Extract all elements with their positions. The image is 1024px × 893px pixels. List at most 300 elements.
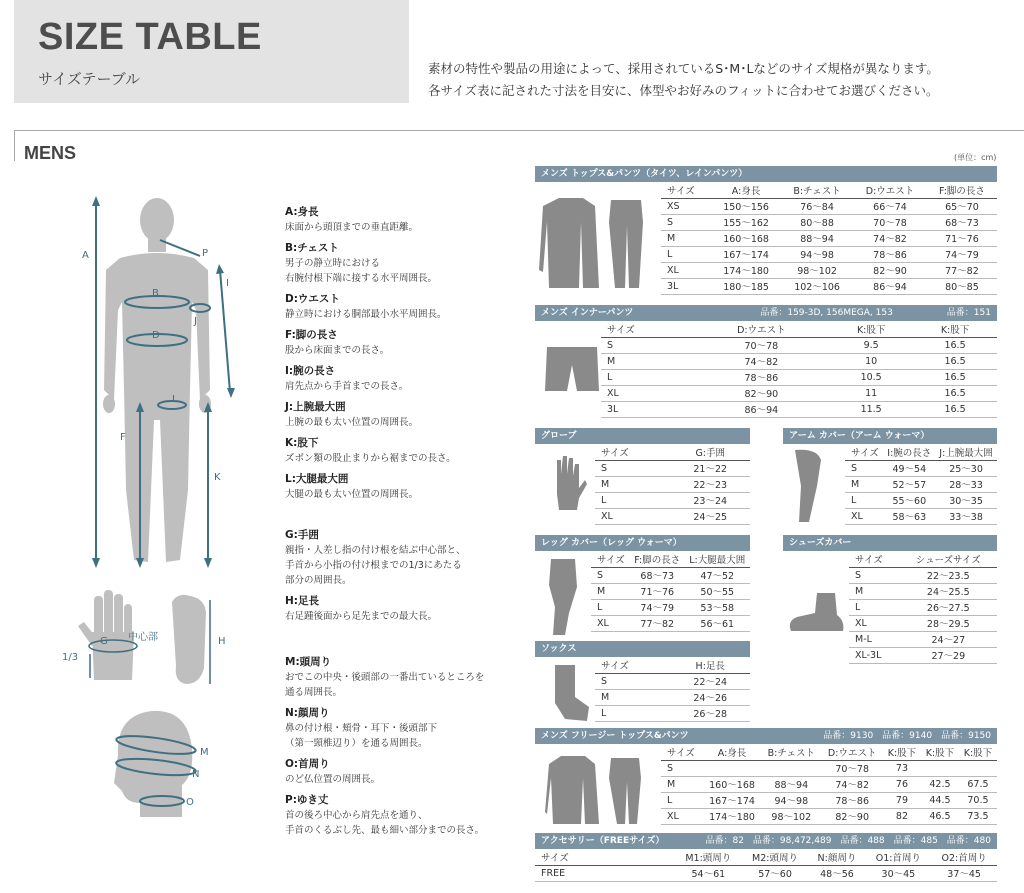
table-row — [595, 689, 750, 705]
table-cell: 48〜56 — [808, 865, 865, 881]
col-header: サイズ — [595, 657, 670, 673]
table-cell: 180〜185 — [711, 278, 781, 294]
desc-B — [285, 241, 535, 286]
table-cell: 3L — [661, 278, 711, 294]
table-cell: 30〜45 — [866, 865, 932, 881]
col-header: G:手囲 — [670, 444, 750, 460]
table-row — [845, 460, 997, 476]
title-box — [14, 0, 409, 103]
desc-line: 手首から小指の付け根までの1/3にあたる — [285, 560, 462, 571]
table-cell: L — [591, 599, 630, 615]
desc-F — [285, 328, 535, 358]
table-cell: 22〜23 — [670, 476, 750, 492]
table-cell: 24〜27 — [900, 631, 997, 647]
table-cell: S — [845, 460, 883, 476]
table-cell: XL — [849, 615, 900, 631]
table-cell: 28〜33 — [935, 476, 997, 492]
product-numbers: 品番：82 品番：98,472,489 品番：488 品番：485 品番：480 — [705, 836, 991, 846]
col-header: M2:頭周り — [742, 849, 809, 865]
table-glove-title — [535, 428, 750, 444]
table-cell: 76 — [883, 776, 921, 792]
label-G: G — [100, 636, 108, 647]
table-cell: 33〜38 — [935, 508, 997, 524]
table-header-row — [535, 849, 997, 865]
accessories-table — [535, 849, 997, 882]
table-cell: 68〜73 — [927, 214, 997, 230]
table-cell: 98〜102 — [761, 808, 821, 824]
table-cell: M — [591, 583, 630, 599]
table-cell: L — [845, 492, 883, 508]
table-cell: 9.5 — [829, 337, 913, 353]
table-row — [601, 401, 997, 417]
table-cell: 73.5 — [959, 808, 997, 824]
table-header-row — [849, 551, 997, 567]
desc-line: 親指・人差し指の付け根を結ぶ中心部と、 — [285, 545, 466, 556]
desc-head: I:腕の長さ — [285, 365, 336, 377]
table-cell: 80〜88 — [781, 214, 853, 230]
col-header: サイズ — [849, 551, 900, 567]
table-shoe — [783, 535, 997, 662]
table-row — [591, 567, 750, 583]
table-cell: 160〜168 — [711, 230, 781, 246]
table-cell: XL — [601, 385, 693, 401]
table-cell: M — [661, 230, 711, 246]
desc-head: B:チェスト — [285, 242, 339, 254]
head-figure — [100, 705, 230, 825]
desc-J — [285, 400, 535, 430]
desc-A — [285, 205, 535, 235]
label-third: 1/3 — [62, 652, 79, 663]
table-row — [595, 673, 750, 689]
table-row — [601, 385, 997, 401]
label-O: O — [186, 797, 194, 808]
table-cell: 11 — [829, 385, 913, 401]
col-header: J:上腕最大囲 — [935, 444, 997, 460]
desc-N — [285, 706, 535, 751]
table-cell: M — [661, 776, 703, 792]
table-cell: XL-3L — [849, 647, 900, 663]
table-title: レッグ カバー（レッグ ウォーマ） — [541, 538, 682, 548]
label-I: I — [226, 278, 229, 289]
table-socks-title — [535, 641, 750, 657]
table-cell: XL — [591, 615, 630, 631]
desc-line: 静立時における胴部最小水平周囲長。 — [285, 309, 447, 320]
table-cell: 74〜79 — [630, 599, 685, 615]
col-header: A:身長 — [711, 182, 781, 198]
table-cell: S — [591, 567, 630, 583]
table-cell: 37〜45 — [931, 865, 997, 881]
label-B: B — [152, 288, 159, 299]
table-cell: 167〜174 — [711, 246, 781, 262]
desc-head: J:上腕最大囲 — [285, 401, 346, 413]
body-figure — [60, 190, 260, 575]
table-cell: S — [595, 460, 670, 476]
table-cell: XL — [845, 508, 883, 524]
col-header: K:股下 — [913, 321, 997, 337]
desc-line: （第一頸椎辺り）を通る周囲長。 — [285, 738, 428, 749]
glove-table — [595, 444, 750, 525]
table-cell: 11.5 — [829, 401, 913, 417]
table-header-row — [661, 744, 997, 760]
desc-head: F:脚の長さ — [285, 329, 338, 341]
desc-D — [285, 292, 535, 322]
desc-head: L:大腿最大囲 — [285, 473, 349, 485]
col-header: D:ウエスト — [693, 321, 829, 337]
table-row — [595, 460, 750, 476]
table-cell: L — [661, 792, 703, 808]
col-header: O2:首周り — [931, 849, 997, 865]
desc-head: G:手囲 — [285, 529, 319, 541]
table-tops-title — [535, 166, 997, 182]
table-cell: 21〜22 — [670, 460, 750, 476]
table-cell: 16.5 — [913, 353, 997, 369]
desc-L — [285, 472, 535, 502]
table-cell: 78〜86 — [821, 792, 883, 808]
table-inner-title — [535, 305, 997, 321]
table-cell: 174〜180 — [703, 808, 761, 824]
table-cell: 94〜98 — [781, 246, 853, 262]
table-cell: 80〜85 — [927, 278, 997, 294]
col-header: サイズ — [535, 849, 675, 865]
table-cell: 27〜29 — [900, 647, 997, 663]
col-header: サイズ — [661, 182, 711, 198]
table-cell: 44.5 — [921, 792, 959, 808]
table-row — [661, 760, 997, 776]
table-row — [661, 214, 997, 230]
foot-silhouette — [172, 595, 206, 684]
table-cell: 23〜24 — [670, 492, 750, 508]
col-header: I:腕の長さ — [883, 444, 935, 460]
table-cell: 42.5 — [921, 776, 959, 792]
table-cell: 77〜82 — [927, 262, 997, 278]
table-header-row — [845, 444, 997, 460]
table-frizzy — [535, 728, 997, 823]
table-cell: 82〜90 — [853, 262, 927, 278]
table-cell: L — [601, 369, 693, 385]
table-inner — [535, 305, 997, 416]
desc-line: 部分の周囲長。 — [285, 575, 352, 586]
table-accessories-title — [535, 833, 997, 849]
table-cell: 150〜156 — [711, 198, 781, 214]
table-cell: 102〜106 — [781, 278, 853, 294]
page-subtitle: サイズテーブル — [38, 70, 141, 88]
table-row — [601, 337, 997, 353]
product-numbers: 品番：159-3D, 156MEGA, 153 品番：151 — [760, 308, 991, 318]
table-cell: M — [601, 353, 693, 369]
table-cell: 16.5 — [913, 369, 997, 385]
col-header: シューズサイズ — [900, 551, 997, 567]
table-cell: M — [845, 476, 883, 492]
table-cell: 88〜94 — [761, 776, 821, 792]
table-cell: 22〜24 — [670, 673, 750, 689]
table-cell: 79 — [883, 792, 921, 808]
table-cell: 82〜90 — [693, 385, 829, 401]
table-cell: 71〜76 — [927, 230, 997, 246]
desc-line: 鼻の付け根・頬骨・耳下・後頭部下 — [285, 723, 438, 734]
table-cell: 30〜35 — [935, 492, 997, 508]
label-N: N — [192, 769, 200, 780]
table-cell: 82〜90 — [821, 808, 883, 824]
desc-H — [285, 594, 535, 624]
table-cell: 74〜82 — [853, 230, 927, 246]
col-header: サイズ — [845, 444, 883, 460]
label-L: L — [172, 394, 178, 405]
table-glove — [535, 428, 750, 523]
col-header: B:チェスト — [761, 744, 821, 760]
col-header: K:股下 — [883, 744, 921, 760]
table-row — [849, 647, 997, 663]
table-cell: 10 — [829, 353, 913, 369]
table-frizzy-title — [535, 728, 997, 744]
table-cell: L — [595, 492, 670, 508]
table-cell: M — [595, 689, 670, 705]
arm-table — [845, 444, 997, 525]
table-cell: 24〜26 — [670, 689, 750, 705]
table-cell: 76〜84 — [781, 198, 853, 214]
table-cell: 160〜168 — [703, 776, 761, 792]
socks-table — [595, 657, 750, 722]
table-row — [591, 615, 750, 631]
table-row — [595, 492, 750, 508]
section-title: MENS — [24, 143, 77, 163]
col-header: D:ウエスト — [821, 744, 883, 760]
table-cell: 98〜102 — [781, 262, 853, 278]
table-row — [595, 705, 750, 721]
desc-head: P:ゆき丈 — [285, 794, 329, 806]
table-cell: 57〜60 — [742, 865, 809, 881]
table-shoe-title — [783, 535, 997, 551]
table-cell — [761, 760, 821, 776]
table-cell: L — [595, 705, 670, 721]
table-cell: M-L — [849, 631, 900, 647]
table-cell: 167〜174 — [703, 792, 761, 808]
label-H: H — [218, 636, 226, 647]
desc-line: 大腿の最も太い位置の周囲長。 — [285, 489, 419, 500]
table-row — [595, 508, 750, 524]
jacket-tights-illustration — [539, 192, 654, 292]
table-row — [845, 508, 997, 524]
table-cell — [703, 760, 761, 776]
label-D: D — [152, 330, 160, 341]
table-cell: 94〜98 — [761, 792, 821, 808]
arm-cover-illustration — [787, 446, 831, 526]
col-header: K:股下 — [921, 744, 959, 760]
frizzy-table — [661, 744, 997, 825]
table-row — [849, 615, 997, 631]
desc-G — [285, 528, 535, 588]
table-cell: 10.5 — [829, 369, 913, 385]
col-header: サイズ — [591, 551, 630, 567]
table-cell: 155〜162 — [711, 214, 781, 230]
desc-head: A:身長 — [285, 206, 319, 218]
table-cell: XL — [595, 508, 670, 524]
table-row — [595, 476, 750, 492]
intro-line-2: 各サイズ表に記された寸法を目安に、体型やお好みのフィットに合わせてお選びください。 — [428, 83, 939, 98]
col-header: A:身長 — [703, 744, 761, 760]
table-accessories — [535, 833, 997, 882]
table-leg-title — [535, 535, 750, 551]
table-cell: FREE — [535, 865, 675, 881]
table-cell: M — [849, 583, 900, 599]
inner-table — [601, 321, 997, 418]
table-header-row — [591, 551, 750, 567]
table-title: グローブ — [541, 431, 577, 441]
table-cell: 174〜180 — [711, 262, 781, 278]
table-header-row — [661, 182, 997, 198]
table-cell: 26〜27.5 — [900, 599, 997, 615]
table-header-row — [595, 444, 750, 460]
table-row — [849, 631, 997, 647]
shoe-table — [849, 551, 997, 664]
table-cell — [921, 760, 959, 776]
table-cell: 86〜94 — [853, 278, 927, 294]
table-title: ソックス — [541, 644, 577, 654]
table-cell: 78〜86 — [693, 369, 829, 385]
divider-tick — [14, 131, 15, 161]
table-row — [661, 230, 997, 246]
col-header: N:顔周り — [808, 849, 865, 865]
col-header: サイズ — [601, 321, 693, 337]
table-cell: 66〜74 — [853, 198, 927, 214]
desc-head: M:頭周り — [285, 656, 332, 668]
table-cell: 24〜25 — [670, 508, 750, 524]
table-row — [591, 599, 750, 615]
glove-illustration — [549, 454, 589, 510]
table-cell: 26〜28 — [670, 705, 750, 721]
body-silhouette — [103, 198, 211, 562]
desc-head: K:股下 — [285, 437, 319, 449]
table-arm-title — [783, 428, 997, 444]
table-cell: 86〜94 — [693, 401, 829, 417]
table-cell: 77〜82 — [630, 615, 685, 631]
col-header: H:足長 — [670, 657, 750, 673]
table-row — [849, 583, 997, 599]
desc-line: 男子の静立時における — [285, 258, 381, 269]
table-cell: S — [661, 214, 711, 230]
table-cell: 70〜78 — [853, 214, 927, 230]
table-cell: M — [595, 476, 670, 492]
col-header: D:ウエスト — [853, 182, 927, 198]
table-title: シューズカバー — [789, 538, 852, 548]
table-cell: 25〜30 — [935, 460, 997, 476]
tops-table — [661, 182, 997, 295]
table-cell: 88〜94 — [781, 230, 853, 246]
label-A: A — [82, 250, 89, 261]
desc-line: のど仏位置の周囲長。 — [285, 774, 381, 785]
desc-line: 首の後ろ中心から肩先点を通り、 — [285, 810, 428, 821]
desc-head: D:ウエスト — [285, 293, 340, 305]
table-cell: 47〜52 — [685, 567, 750, 583]
hand-silhouette — [78, 590, 134, 680]
table-cell: 3L — [601, 401, 693, 417]
table-cell: 74〜82 — [821, 776, 883, 792]
col-header: F:脚の長さ — [927, 182, 997, 198]
table-cell — [959, 760, 997, 776]
label-center: 中心部 — [128, 632, 158, 643]
desc-O — [285, 757, 535, 787]
table-cell: 54〜61 — [675, 865, 742, 881]
table-row — [601, 353, 997, 369]
table-header-row — [595, 657, 750, 673]
page-title: SIZE TABLE — [38, 16, 262, 58]
col-header: K:股下 — [829, 321, 913, 337]
table-cell: XL — [661, 808, 703, 824]
table-cell: XL — [661, 262, 711, 278]
table-cell: L — [661, 246, 711, 262]
table-leg — [535, 535, 750, 630]
desc-line: 右足踵後面から足先までの最大長。 — [285, 611, 438, 622]
table-row — [661, 198, 997, 214]
desc-line: 上腕の最も太い位置の周囲長。 — [285, 417, 419, 428]
col-header: O1:首周り — [866, 849, 932, 865]
table-title: メンズ トップス&パンツ（タイツ、レインパンツ） — [541, 169, 748, 179]
table-cell: 46.5 — [921, 808, 959, 824]
desc-line: 通る周囲長。 — [285, 687, 343, 698]
col-header: サイズ — [661, 744, 703, 760]
table-title: アクセサリー（FREEサイズ） — [541, 836, 665, 846]
product-numbers: 品番：9130 品番：9140 品番：9150 — [823, 731, 991, 741]
table-title: メンズ フリージー トップス&パンツ — [541, 731, 689, 741]
desc-line: 股から床面までの長さ。 — [285, 345, 390, 356]
table-header-row — [601, 321, 997, 337]
shoe-cover-illustration — [787, 591, 847, 635]
table-cell: 53〜58 — [685, 599, 750, 615]
table-cell: 55〜60 — [883, 492, 935, 508]
intro-line-1: 素材の特性や製品の用途によって、採用されているS･M･Lなどのサイズ規格が異なります。 — [428, 61, 939, 76]
table-cell: 24〜25.5 — [900, 583, 997, 599]
table-row — [661, 792, 997, 808]
table-cell: L — [849, 599, 900, 615]
table-cell: S — [601, 337, 693, 353]
table-cell: 16.5 — [913, 401, 997, 417]
table-cell: 22〜23.5 — [900, 567, 997, 583]
desc-M — [285, 655, 535, 700]
label-F: F — [120, 432, 126, 443]
divider — [14, 130, 1024, 131]
col-header: M1:頭周り — [675, 849, 742, 865]
desc-line: おでこの中央・後頭部の一番出ているところを — [285, 672, 485, 683]
table-cell: 52〜57 — [883, 476, 935, 492]
table-cell: XS — [661, 198, 711, 214]
table-cell: 50〜55 — [685, 583, 750, 599]
table-row — [661, 776, 997, 792]
desc-line: 右腕付根下端に接する水平周囲長。 — [285, 273, 438, 284]
label-M: M — [200, 747, 209, 758]
table-cell: S — [595, 673, 670, 689]
table-title: アーム カバー（アーム ウォーマ） — [789, 431, 930, 441]
table-row — [849, 567, 997, 583]
table-title: メンズ インナーパンツ — [541, 308, 634, 318]
intro-text — [428, 58, 939, 102]
table-tops — [535, 166, 997, 293]
table-cell: 16.5 — [913, 385, 997, 401]
desc-head: H:足長 — [285, 595, 319, 607]
table-cell: 70〜78 — [693, 337, 829, 353]
table-cell: 82 — [883, 808, 921, 824]
table-row — [661, 808, 997, 824]
leg-cover-illustration — [541, 557, 583, 637]
table-arm — [783, 428, 997, 523]
desc-K — [285, 436, 535, 466]
desc-I — [285, 364, 535, 394]
desc-head: O:首周り — [285, 758, 330, 770]
desc-line: 床面から頭頂までの垂直距離。 — [285, 222, 419, 233]
desc-line: 肩先点から手首までの長さ。 — [285, 381, 409, 392]
frizzy-illustration — [545, 752, 655, 828]
table-cell: 70.5 — [959, 792, 997, 808]
table-row — [845, 476, 997, 492]
leg-table — [591, 551, 750, 632]
